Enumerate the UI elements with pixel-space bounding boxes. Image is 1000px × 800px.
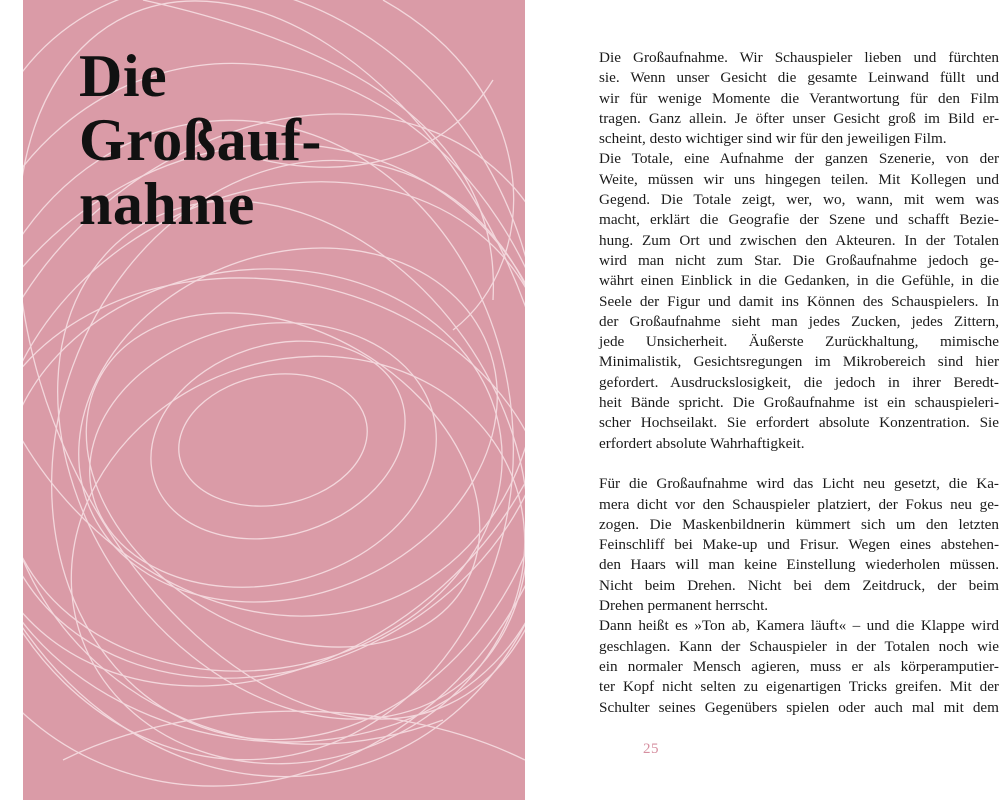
body-text <box>599 48 999 718</box>
text-line: Feinschliff bei Make-up und Frisur. Wegen eines abstehen- <box>599 536 999 554</box>
text-line: Für die Großaufnahme wird das Licht neu gesetzt, die Ka- <box>599 475 999 493</box>
text-line: scheint, desto wichtiger sind wir für den jeweiligen Film. <box>599 130 947 148</box>
scribble-loop <box>168 359 378 520</box>
paragraph-1 <box>599 48 999 149</box>
text-line: geschlagen. Kann der Schauspieler in der Totalen noch wie <box>599 637 999 655</box>
chapter-title-line-2: Großauf- <box>79 107 322 173</box>
text-line: Gegend. Die Totale zeigt, wer, wo, wann, mit wem was <box>599 191 999 209</box>
text-line: hung. Zum Ort und zwischen den Akteuren. In der Totalen <box>599 231 999 249</box>
text-line: heit Bände spricht. Die Großaufnahme ist ein schauspieleri- <box>599 394 999 412</box>
chapter-title-line-1: Die <box>79 43 168 109</box>
text-line: mera dicht vor den Schauspieler platziert, der Fokus neu ge- <box>599 495 999 513</box>
scribble-loop <box>65 291 461 618</box>
text-line: erfordert absolute Wahrhaftigkeit. <box>599 434 805 452</box>
page-number: 25 <box>643 741 659 757</box>
text-line: Weite, müssen wir uns hingegen teilen. Mit Kollegen und <box>599 170 999 188</box>
text-line: ein normaler Mensch agieren, muss er als körperamputier- <box>599 657 999 675</box>
text-line: Die Totale, eine Aufnahme der ganzen Szenerie, von der <box>599 150 999 168</box>
scribble-loop <box>23 237 525 703</box>
text-line: Dann heißt es »Ton ab, Kamera läuft« – und die Klappe wird <box>599 617 999 635</box>
text-line: Seele der Figur und damit ins Können des Schauspielers. In <box>599 292 999 310</box>
text-line: sie. Wenn unser Gesicht die gesamte Leinwand füllt und <box>599 69 999 87</box>
text-line: Drehen permanent herrscht. <box>599 597 769 615</box>
text-line: Schulter seines Gegenübers spielen oder auch mal mit dem <box>599 698 999 716</box>
text-line: zogen. Die Maskenbildnerin kümmert sich um den letzten <box>599 515 999 533</box>
text-line: macht, erklärt die Geografie der Szene und schafft Bezie- <box>599 211 999 229</box>
text-line: ter Kopf nicht selten zu eigenartigen Tricks greifen. Mit der <box>599 678 999 696</box>
paragraph-4 <box>599 616 999 717</box>
text-line: der Großaufnahme sieht man jedes Zucken, jedes Zittern, <box>599 312 999 330</box>
paragraph-2 <box>599 149 999 453</box>
text-line: Minimalistik, Gesichtsregungen im Mikrobereich sind hier <box>599 353 999 371</box>
scribble-loop <box>23 293 525 800</box>
text-line: Nicht beim Drehen. Nicht bei dem Zeitdruck, der beim <box>599 576 999 594</box>
paragraph-spacer <box>599 454 999 474</box>
scribble-stroke <box>63 711 525 760</box>
text-line: Die Großaufnahme. Wir Schauspieler lieben und fürchten <box>599 49 999 66</box>
right-page <box>525 0 1000 800</box>
chapter-title-line-3: nahme <box>79 171 255 237</box>
scribble-stroke <box>383 0 514 330</box>
text-line: jede Unsicherheit. Äußerste Zurückhaltung, mimische <box>599 333 999 351</box>
text-line: gefordert. Ausdruckslosigkeit, die jedoch in ihrer Beredt- <box>599 373 999 391</box>
text-line: tragen. Ganz allein. Je öfter unser Gesicht groß im Bild er- <box>599 109 999 127</box>
text-line: wir für wenige Momente die Verantwortung für den Film <box>599 89 999 107</box>
chapter-illustration-panel <box>23 0 525 800</box>
text-line: wird man nicht zum Star. Die Großaufnahme jedoch ge- <box>599 251 999 269</box>
scribble-loop <box>26 245 525 715</box>
text-line: scher Hochseilakt. Sie erfordert absolute Konzentration. Sie <box>599 414 999 432</box>
text-line: währt einen Einblick in die Gedanken, in die Gefühle, in die <box>599 272 999 290</box>
paragraph-3 <box>599 474 999 616</box>
text-line: den Haars will man keine Einstellung wiederholen müssen. <box>599 556 999 574</box>
chapter-title <box>79 44 322 236</box>
scribble-loop <box>125 309 431 570</box>
